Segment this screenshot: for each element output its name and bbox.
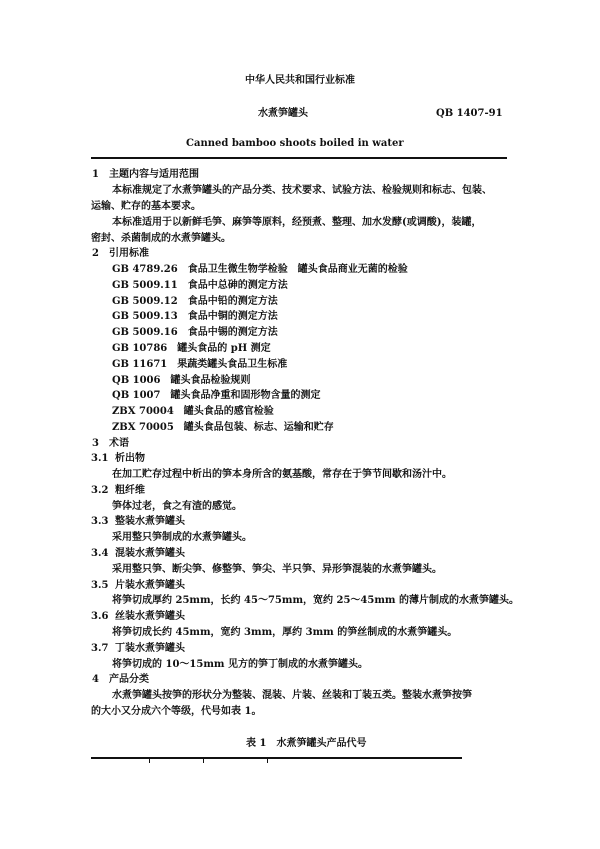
term-definition: 笋体过老，食之有渣的感觉。 bbox=[112, 501, 242, 512]
document-title: 水煮笋罐头 bbox=[258, 108, 308, 119]
term-number: 3.4 bbox=[91, 548, 109, 559]
reference-item: GB 5009.13 食品中铜的测定方法 bbox=[112, 311, 278, 322]
term-definition: 采用整只笋制成的水煮笋罐头。 bbox=[112, 532, 252, 543]
reference-item: QB 1006 罐头食品检验规则 bbox=[112, 375, 251, 386]
term-definition: 将笋切成的 10～15mm 见方的笋丁制成的水煮笋罐头。 bbox=[112, 659, 368, 670]
table-top-rule bbox=[91, 757, 462, 759]
term-definition: 将笋切成厚约 25mm，长约 45～75mm，宽约 25～45mm 的薄片制成的水煮笋罐头。 bbox=[112, 595, 519, 606]
term-definition: 采用整只笋、断尖笋、修整笋、笋尖、半只笋、异形笋混装的水煮笋罐头。 bbox=[112, 564, 442, 575]
standard-code: QB 1407-91 bbox=[436, 108, 503, 119]
term-number: 3.2 bbox=[91, 485, 109, 496]
table-caption: 表 1 水煮笋罐头产品代号 bbox=[246, 738, 367, 749]
section-1-paragraph-2-line-2: 密封、杀菌制成的水煮笋罐头。 bbox=[91, 233, 231, 244]
term-number: 3.3 bbox=[91, 516, 109, 527]
term-definition: 将笋切成长约 45mm，宽约 3mm，厚约 3mm 的笋丝制成的水煮笋罐头。 bbox=[112, 627, 458, 638]
section-4-paragraph-line-1: 水煮笋罐头按笋的形状分为整装、混装、片装、丝装和丁装五类。整装水煮笋按笋 bbox=[112, 690, 472, 701]
section-1-paragraph-1-line-1: 本标准规定了水煮笋罐头的产品分类、技术要求、试验方法、检验规则和标志、包装、 bbox=[112, 185, 492, 196]
section-4-title: 4 产品分类 bbox=[92, 674, 149, 685]
term-title: 混装水煮笋罐头 bbox=[115, 548, 185, 559]
header-rule bbox=[91, 157, 507, 159]
term-title: 丁装水煮笋罐头 bbox=[115, 643, 185, 654]
section-1-paragraph-2-line-1: 本标准适用于以新鲜毛笋、麻笋等原料，经预煮、整理、加水发酵(或调酸)，装罐， bbox=[112, 217, 482, 228]
reference-item: ZBX 70004 罐头食品的感官检验 bbox=[112, 406, 274, 417]
section-1-title: 1 主题内容与适用范围 bbox=[92, 169, 199, 180]
reference-item: ZBX 70005 罐头食品包装、标志、运输和贮存 bbox=[112, 422, 334, 433]
term-title: 丝装水煮笋罐头 bbox=[115, 611, 185, 622]
reference-item: GB 5009.12 食品中铅的测定方法 bbox=[112, 296, 278, 307]
term-definition: 在加工贮存过程中析出的笋本身所含的氨基酸，常存在于笋节间歇和汤汁中。 bbox=[112, 469, 452, 480]
reference-item: GB 10786 罐头食品的 pH 测定 bbox=[112, 343, 271, 354]
term-number: 3.6 bbox=[91, 611, 109, 622]
term-number: 3.1 bbox=[91, 453, 109, 464]
table-column-divider bbox=[149, 757, 150, 763]
national-standard-title: 中华人民共和国行业标准 bbox=[245, 75, 355, 86]
term-title: 整装水煮笋罐头 bbox=[115, 516, 185, 527]
reference-item: GB 5009.11 食品中总砷的测定方法 bbox=[112, 280, 288, 291]
table-column-divider bbox=[203, 757, 204, 763]
reference-item: GB 11671 果蔬类罐头食品卫生标准 bbox=[112, 359, 288, 370]
reference-item: GB 4789.26 食品卫生微生物学检验 罐头食品商业无菌的检验 bbox=[112, 264, 408, 275]
reference-item: GB 5009.16 食品中锡的测定方法 bbox=[112, 327, 278, 338]
term-title: 粗纤维 bbox=[115, 485, 145, 496]
section-3-title: 3 术语 bbox=[92, 438, 129, 449]
section-1-paragraph-1-line-2: 运输、贮存的基本要求。 bbox=[91, 201, 201, 212]
english-title: Canned bamboo shoots boiled in water bbox=[186, 138, 404, 149]
reference-item: QB 1007 罐头食品净重和固形物含量的测定 bbox=[112, 390, 321, 401]
term-number: 3.7 bbox=[91, 643, 109, 654]
term-number: 3.5 bbox=[91, 580, 109, 591]
section-4-paragraph-line-2: 的大小又分成六个等级，代号如表 1。 bbox=[91, 706, 262, 717]
term-title: 析出物 bbox=[115, 453, 145, 464]
table-column-divider bbox=[267, 757, 268, 763]
section-2-title: 2 引用标准 bbox=[92, 248, 149, 259]
term-title: 片装水煮笋罐头 bbox=[115, 580, 185, 591]
